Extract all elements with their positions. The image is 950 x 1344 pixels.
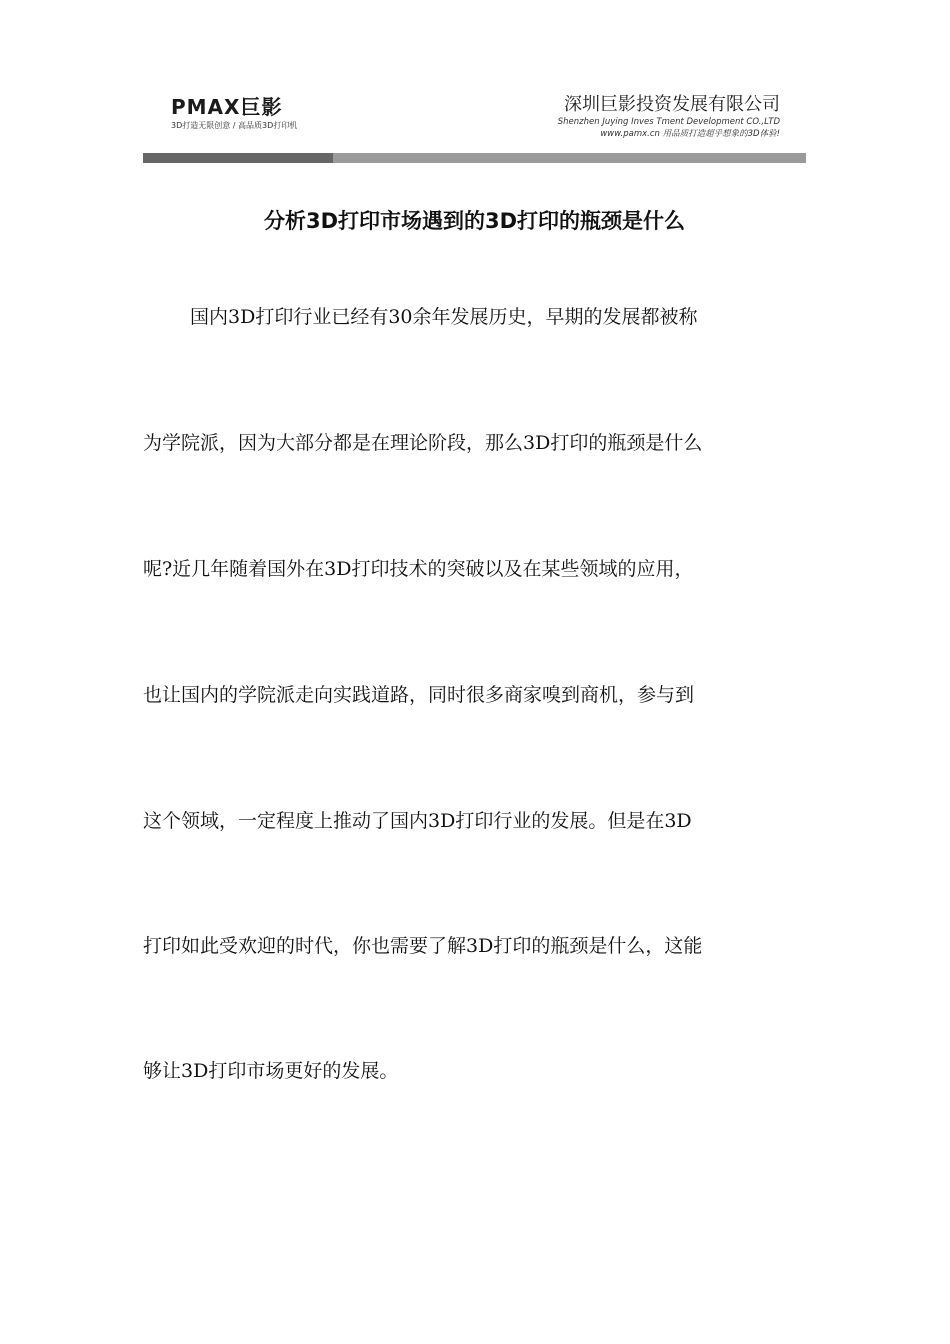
logo-wordmark: PMAX巨影 [171, 95, 283, 119]
page-header [143, 92, 806, 164]
company-slogan: www.pamx.cn 用品质打造超乎想象的3D体验! [600, 129, 780, 139]
body-text-line: 打印如此受欢迎的时代，你也需要了解3D打印的瓶颈是什么，这能 [143, 935, 703, 957]
header-bar-light-segment [333, 153, 806, 163]
company-english-name: Shenzhen Juying Inves Tment Development CO.,LTD [557, 117, 780, 127]
company-info [480, 94, 780, 140]
body-text-line: 也让国内的学院派走向实践道路，同时很多商家嗅到商机，参与到 [143, 684, 695, 706]
body-text-line: 呢?近几年随着国外在3D打印技术的突破以及在某些领域的应用， [143, 558, 694, 580]
body-text-line: 这个领域，一定程度上推动了国内3D打印行业的发展。但是在3D [143, 810, 692, 832]
company-logo [171, 96, 371, 136]
header-bar-dark-segment [143, 153, 333, 163]
company-name: 深圳巨影投资发展有限公司 [564, 94, 780, 115]
logo-tagline: 3D打造无限创意 / 高品质3D打印机 [171, 121, 298, 130]
document-title: 分析3D打印市场遇到的3D打印的瓶颈是什么 [263, 209, 686, 233]
body-text-line: 国内3D打印行业已经有30余年发展历史，早期的发展都被称 [190, 306, 698, 328]
body-text-line: 为学院派，因为大部分都是在理论阶段，那么3D打印的瓶颈是什么 [143, 432, 703, 454]
body-text-line: 够让3D打印市场更好的发展。 [143, 1060, 399, 1082]
header-divider-bar [143, 153, 806, 163]
